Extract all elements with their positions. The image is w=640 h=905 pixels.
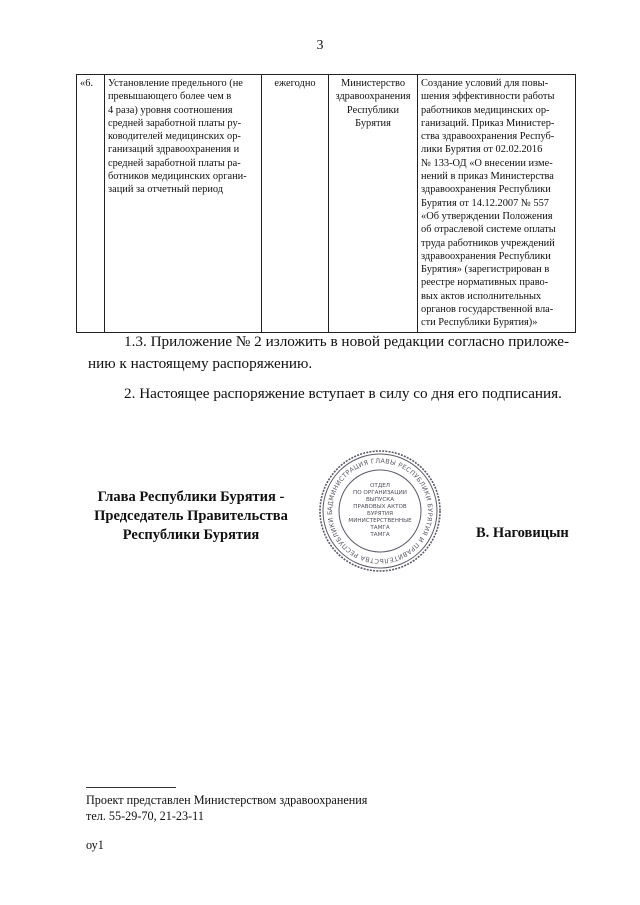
paragraph-line: нию к настоящему распоряжению. bbox=[88, 355, 313, 372]
measure-name-line: средней заработной платы ра- bbox=[108, 157, 241, 169]
seal-center-line: ПО ОРГАНИЗАЦИИ bbox=[353, 490, 407, 496]
seal-center-line: БУРЯТИЯ bbox=[367, 511, 393, 517]
measure-name-line: заций за отчетный период bbox=[108, 184, 224, 196]
result-line: сти Республики Бурятия)» bbox=[421, 317, 538, 329]
measures-table bbox=[76, 74, 576, 333]
table-row bbox=[77, 75, 576, 333]
result-line: «Об утверждении Положения bbox=[421, 210, 553, 222]
result-line: вых актов исполнительных bbox=[421, 290, 542, 302]
result-line: № 133-ОД «О внесении изме- bbox=[421, 157, 553, 169]
signer-title-line: Председатель Правительства bbox=[94, 508, 288, 524]
responsible-line: Министерство bbox=[340, 78, 406, 89]
footnote bbox=[86, 792, 367, 824]
measure-name-line: Установление предельного (не bbox=[108, 78, 243, 89]
page-number: 3 bbox=[316, 38, 324, 53]
paragraph-line: 2. Настоящее распоряжение вступает в силу со дня его подписания. bbox=[124, 385, 562, 402]
footnote-divider bbox=[86, 787, 176, 788]
seal-ring-text: АДМИНИСТРАЦИЯ ГЛАВЫ РЕСПУБЛИКИ БУРЯТИЯ И ПРАВИТЕЛЬСТВА РЕСПУБЛИКИ Б bbox=[325, 456, 435, 566]
result-line: ства здравоохранения Респуб- bbox=[421, 131, 555, 143]
result-line: лики Бурятия от 02.02.2016 bbox=[421, 144, 543, 156]
result-line: Создание условий для повы- bbox=[421, 78, 549, 89]
result-line: работников медицинских ор- bbox=[421, 104, 550, 116]
footnote-line: Проект представлен Министерством здравоохранения bbox=[86, 793, 368, 807]
result-line: ганизаций. Приказ Министер- bbox=[421, 117, 555, 129]
signer-title-line: Республики Бурятия bbox=[122, 527, 260, 543]
result-line: реестре нормативных право- bbox=[421, 277, 549, 289]
result-line: об отраслевой системе оплаты bbox=[421, 224, 556, 236]
responsible-line: здравоохранения bbox=[335, 91, 411, 103]
seal-center-line: ВЫПУСКА bbox=[365, 497, 395, 503]
measure-name-line: средней заработной платы ру- bbox=[108, 117, 242, 129]
seal-center-line: ТАМГА bbox=[370, 525, 390, 531]
measure-name-line: 4 раза) уровня соотношения bbox=[108, 104, 233, 116]
result-line: труда работников учреждений bbox=[421, 237, 555, 249]
paragraph-2 bbox=[88, 383, 577, 405]
responsible-cell bbox=[329, 75, 418, 333]
seal-center-line: ОТДЕЛ bbox=[370, 483, 390, 489]
result-line: органов государственной вла- bbox=[421, 304, 554, 316]
paragraph-line: 1.3. Приложение № 2 изложить в новой редакции согласно приложе- bbox=[124, 333, 570, 350]
measure-name-line: ботников медицинских органи- bbox=[108, 171, 247, 183]
result-line: Бурятия» (зарегистрирован в bbox=[421, 264, 550, 276]
measure-name-line: ководителей медицинских ор- bbox=[108, 131, 241, 143]
official-seal-stamp bbox=[318, 449, 442, 573]
result-line: здравоохранения Республики bbox=[421, 184, 551, 196]
signer-title-line: Глава Республики Бурятия - bbox=[97, 489, 285, 505]
responsible-line: Бурятия bbox=[355, 117, 391, 129]
document-code: оу1 bbox=[86, 838, 104, 852]
seal-center-line: ПРАВОВЫХ АКТОВ bbox=[353, 504, 407, 510]
period-cell: ежегодно bbox=[262, 75, 329, 333]
signer-name: В. Наговицын bbox=[476, 525, 569, 541]
signer-title bbox=[76, 488, 306, 545]
result-line: Бурятия от 14.12.2007 № 557 bbox=[421, 197, 550, 209]
paragraph-1-3 bbox=[88, 331, 577, 375]
seal-graphic bbox=[318, 449, 442, 573]
row-number-cell: «6. bbox=[77, 75, 105, 333]
expected-result-cell bbox=[418, 75, 576, 333]
measure-name-line: превышающего более чем в bbox=[108, 91, 232, 103]
result-line: шения эффективности работы bbox=[421, 91, 555, 103]
measure-name-cell bbox=[105, 75, 262, 333]
result-line: нений в приказ Министерства bbox=[421, 171, 554, 183]
responsible-line: Республики bbox=[346, 104, 400, 116]
result-line: здравоохранения Республики bbox=[421, 250, 551, 262]
footnote-line: тел. 55-29-70, 21-23-11 bbox=[86, 809, 204, 823]
seal-center-line: МИНИСТЕРСТВЕННЫЕ bbox=[348, 518, 412, 524]
seal-center-line: ТАМГА bbox=[370, 532, 390, 538]
measure-name-line: ганизаций здравоохранения и bbox=[108, 144, 240, 156]
